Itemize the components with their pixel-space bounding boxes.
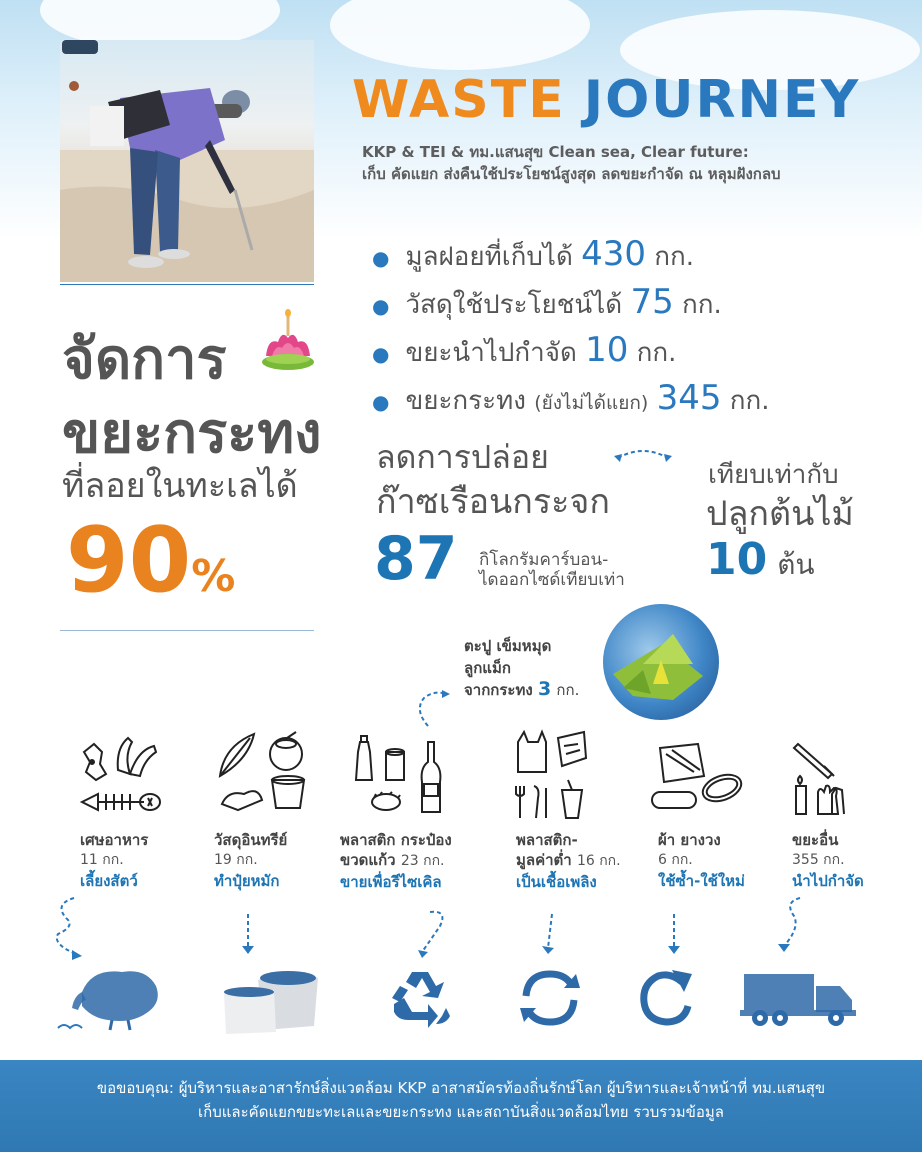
headline-line3: ที่ลอยในทะเลได้	[62, 466, 298, 506]
category-plastic-can-glass	[340, 830, 490, 893]
trees-line1: เทียบเท่ากับ	[708, 460, 839, 490]
krathong-note-line3	[464, 678, 579, 702]
volunteer-illustration	[60, 40, 314, 282]
photo-underline	[60, 284, 314, 285]
stat-label: วัสดุใช้ประโยชน์ได้	[405, 290, 623, 320]
category-action: เลี้ยงสัตว์	[80, 872, 138, 890]
trees-unit: ต้น	[777, 548, 815, 581]
trees-line2: ปลูกต้นไม้	[706, 494, 854, 534]
krathong-note-value: 3	[537, 678, 552, 700]
category-name2: มูลค่าต่ำ	[516, 851, 572, 869]
category-name-line2	[340, 850, 490, 871]
recycle-icon	[388, 968, 454, 1030]
dashed-arrow-down-icon	[48, 894, 88, 964]
category-amount: 16 กก.	[576, 853, 621, 869]
exchange-arrows-icon	[516, 966, 584, 1030]
footer-line2: เก็บและคัดแยกขยะทะเลและขยะกระทง และสถาบันสิ่งแวดล้อมไทย รวบรวมข้อมูล	[198, 1103, 724, 1121]
category-low-value-plastic	[516, 830, 666, 893]
category-other	[792, 830, 912, 892]
stat-unit: กก.	[654, 242, 695, 272]
category-name: ขยะอื่น	[792, 831, 839, 849]
stat-item	[372, 278, 769, 326]
emission-unit-line2: ไดออกไซด์เทียบเท่า	[479, 570, 625, 590]
subtitle-line1: KKP & TEI & ทม.แสนสุข Clean sea, Clear future:	[362, 143, 749, 161]
category-name: ผ้า ยางวง	[658, 831, 721, 849]
krathong-icon	[258, 308, 318, 374]
category-name: วัสดุอินทรีย์	[214, 831, 288, 849]
category-action: ทำปุ๋ยหมัก	[214, 872, 280, 890]
percent-number: 90	[66, 508, 192, 613]
low-value-plastic-icon	[512, 728, 592, 822]
trees-value: 10	[706, 534, 768, 585]
category-name2: ขวดแก้ว	[340, 851, 396, 869]
cloth-rubber-band-icon	[650, 742, 744, 814]
subtitle-line2: เก็บ คัดแยก ส่งคืนใช้ประโยชน์สูงสุด ลดขยะกำจัด ณ หลุมฝังกลบ	[362, 165, 781, 183]
emission-value: 87	[374, 524, 458, 594]
stat-label: มูลฝอยที่เก็บได้	[405, 242, 573, 272]
plastic-can-glass-icon	[352, 732, 448, 818]
category-action: เป็นเชื้อเพลิง	[516, 873, 597, 891]
dashed-arrow-down-icon	[236, 912, 260, 958]
dashed-arrow-down-icon	[772, 894, 812, 958]
stat-label: ขยะกระทง	[405, 386, 526, 416]
stat-value: 345	[656, 378, 722, 418]
food-waste-icon	[78, 730, 168, 818]
category-amount: 11 กก.	[80, 852, 124, 868]
stat-item	[372, 374, 769, 422]
stat-value: 10	[585, 330, 629, 370]
bullet-dot: ●	[372, 293, 390, 318]
stat-item	[372, 326, 769, 374]
footer-banner	[0, 1060, 922, 1152]
trees-value-row	[706, 534, 815, 587]
leaf-krathong-illustration	[603, 604, 719, 720]
organic-waste-icon	[214, 730, 310, 818]
category-name: พลาสติก-	[516, 831, 578, 849]
krathong-note-line2: ลูกแม็ก	[464, 659, 511, 677]
beach-cleanup-photo	[60, 40, 314, 282]
stat-value: 430	[581, 234, 647, 274]
category-name: เศษอาหาร	[80, 831, 149, 849]
chicken-icon	[52, 962, 168, 1034]
krathong-note-line1: ตะปู เข็มหมุด	[464, 637, 552, 655]
stat-unit: กก.	[681, 290, 722, 320]
category-amount: 6 กก.	[658, 852, 693, 868]
category-amount: 23 กก.	[400, 853, 445, 869]
headline-line2: ขยะกระทง	[62, 401, 322, 466]
emission-unit-line1: กิโลกรัมคาร์บอน-	[479, 550, 609, 570]
stat-unit: กก.	[729, 386, 770, 416]
other-waste-icon	[788, 736, 852, 820]
category-name: พลาสติก กระป๋อง	[340, 831, 452, 849]
refresh-icon	[636, 966, 696, 1030]
dashed-arrow-down-icon	[662, 912, 686, 958]
left-divider	[60, 630, 314, 631]
category-food-waste	[80, 830, 230, 892]
category-action: นำไปกำจัด	[792, 872, 864, 890]
category-cloth-rubber	[658, 830, 808, 892]
compost-bags-icon	[218, 964, 328, 1036]
krathong-photo	[603, 604, 719, 720]
category-amount: 355 กก.	[792, 852, 845, 868]
percent-sign: %	[191, 551, 236, 602]
category-amount: 19 กก.	[214, 852, 258, 868]
emission-line2: ก๊าซเรือนกระจก	[376, 482, 610, 522]
stat-unit: กก.	[636, 338, 677, 368]
page-title	[352, 70, 860, 130]
krathong-note-prefix: จากกระทง	[464, 681, 533, 699]
garbage-truck-icon	[740, 968, 860, 1028]
stats-list	[372, 230, 769, 422]
bullet-dot: ●	[372, 389, 390, 414]
emission-line1: ลดการปล่อย	[376, 438, 549, 476]
dashed-arrow-down-icon	[414, 906, 454, 960]
footer-line1: ขอขอบคุณ: ผู้บริหารและอาสารักษ์สิ่งแวดล้อม KKP อาสาสมัครท้องถิ่นรักษ์โลก ผู้บริหารและเจ้าหน้าที่ ทม.แสนสุข	[96, 1079, 826, 1097]
double-arrow-icon	[612, 444, 674, 468]
stat-note: (ยังไม่ได้แยก)	[534, 392, 649, 414]
category-action: ใช้ซ้ำ-ใช้ใหม่	[658, 872, 745, 890]
category-action: ขายเพื่อรีไซเคิล	[340, 873, 442, 891]
krathong-note-unit: กก.	[556, 681, 580, 699]
bullet-dot: ●	[372, 245, 390, 270]
title-journey: JOURNEY	[583, 70, 861, 130]
stat-label: ขยะนำไปกำจัด	[405, 338, 577, 368]
stat-item	[372, 230, 769, 278]
dashed-arrow-down-icon	[538, 912, 562, 958]
headline-line1: จัดการ	[62, 327, 227, 392]
stat-value: 75	[630, 282, 674, 322]
title-waste: WASTE	[352, 70, 566, 130]
bullet-dot: ●	[372, 341, 390, 366]
percent-value	[66, 508, 235, 613]
curved-dashed-arrow-icon	[410, 686, 456, 732]
category-name-line2	[516, 850, 666, 871]
